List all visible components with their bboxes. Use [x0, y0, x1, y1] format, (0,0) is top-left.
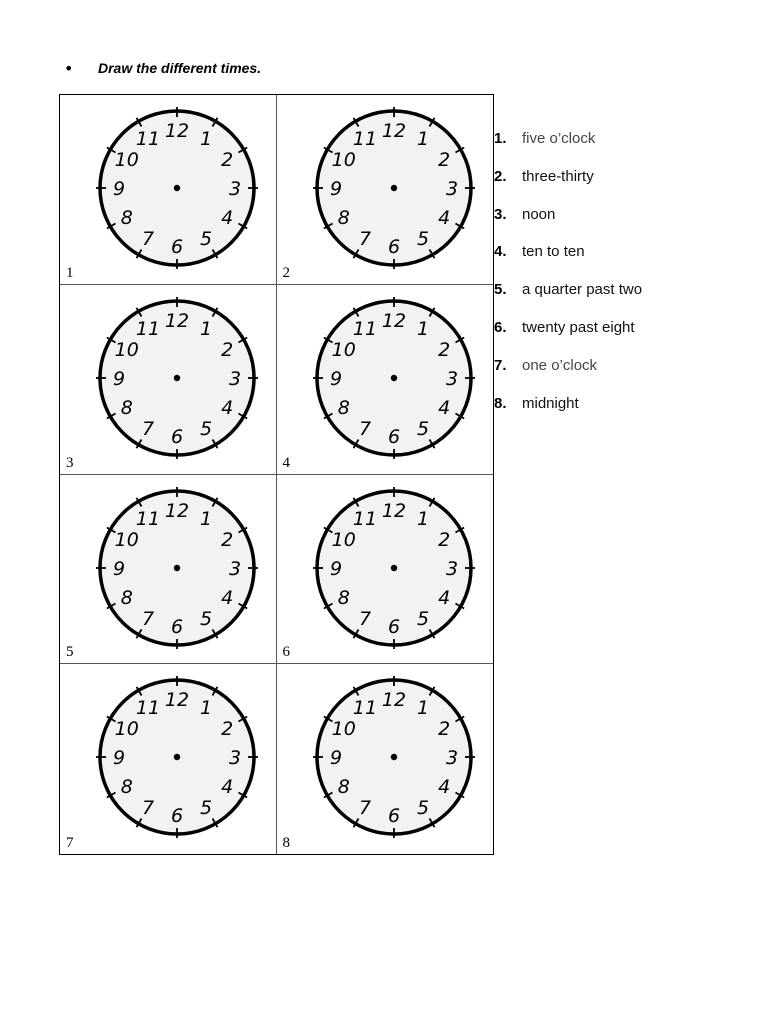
- clock-grid: [59, 94, 494, 855]
- time-label: midnight: [522, 394, 579, 412]
- clock-numeral: 7: [141, 417, 155, 440]
- clock-face-icon[interactable]: [311, 295, 477, 461]
- clock-numeral: 1: [199, 697, 213, 720]
- clock-numeral: 10: [331, 338, 356, 361]
- clock-numeral: 5: [416, 607, 429, 630]
- clock-numeral: 12: [164, 499, 190, 522]
- clock-numeral: 7: [358, 228, 371, 251]
- clock-numeral: 10: [331, 528, 356, 551]
- clock-numeral: 6: [387, 425, 400, 448]
- clock-numeral: 11: [135, 507, 161, 530]
- clock-numeral: 8: [120, 586, 133, 609]
- clock-numeral: 5: [199, 228, 213, 251]
- clock-face-icon[interactable]: [94, 295, 260, 461]
- clock-cell: [60, 475, 277, 665]
- clock-numeral: 5: [416, 797, 429, 820]
- clock-numeral: 3: [445, 557, 458, 580]
- time-label: ten to ten: [522, 243, 585, 261]
- clock-numeral: 3: [228, 557, 242, 580]
- clock-numeral: 9: [112, 178, 126, 200]
- time-item: [494, 243, 642, 281]
- clock-numeral: 2: [221, 528, 234, 551]
- clock-numeral: 8: [337, 776, 350, 799]
- center-dot: [174, 564, 180, 570]
- bullet-icon: •: [64, 58, 74, 78]
- instruction-text: Draw the different times.: [98, 60, 262, 76]
- clock-numeral: 4: [437, 776, 450, 799]
- time-item: [494, 281, 642, 319]
- clock-numeral: 7: [141, 797, 155, 820]
- time-item: [494, 395, 642, 433]
- clock-numeral: 8: [120, 396, 133, 419]
- clock-numeral: 12: [381, 120, 406, 142]
- time-index: 4.: [494, 243, 507, 261]
- clock-numeral: 11: [352, 317, 377, 340]
- clock-numeral: 6: [387, 236, 400, 258]
- clock-numeral: 12: [164, 120, 190, 142]
- time-label: one o’clock: [522, 356, 598, 374]
- clock-numeral: 8: [337, 207, 350, 229]
- time-label: twenty past eight: [522, 318, 635, 336]
- clock-numeral: 3: [445, 747, 458, 770]
- clock-numeral: 10: [114, 149, 139, 171]
- center-dot: [174, 185, 180, 191]
- center-dot: [390, 375, 396, 381]
- time-index: 6.: [494, 318, 507, 336]
- clock-numeral: 11: [352, 697, 377, 720]
- clock-numeral: 7: [358, 417, 371, 440]
- time-label: a quarter past two: [522, 281, 643, 299]
- clock-numeral: 7: [141, 607, 155, 630]
- clock-numeral: 8: [120, 776, 133, 799]
- clock-numeral: 12: [164, 309, 190, 332]
- time-item: [494, 130, 642, 168]
- clock-numeral: 9: [112, 557, 126, 580]
- clock-numeral: 4: [221, 207, 234, 229]
- time-label: noon: [522, 205, 556, 223]
- time-index: 1.: [494, 130, 507, 147]
- clock-numeral: 2: [221, 338, 234, 361]
- clock-numeral: 3: [228, 367, 242, 390]
- clock-numeral: 3: [228, 178, 242, 200]
- cell-number: 5: [66, 644, 74, 661]
- clock-numeral: 9: [112, 747, 126, 770]
- clock-cell: [277, 664, 494, 854]
- clock-numeral: 3: [228, 747, 242, 770]
- clock-numeral: 2: [437, 338, 450, 361]
- clock-numeral: 7: [358, 607, 371, 630]
- clock-cell: [277, 475, 494, 665]
- clock-numeral: 1: [416, 317, 429, 340]
- clock-cell: [60, 664, 277, 854]
- clock-numeral: 5: [199, 607, 213, 630]
- time-item: [494, 319, 642, 357]
- cell-number: 6: [282, 644, 290, 661]
- clock-numeral: 8: [337, 396, 350, 419]
- center-dot: [174, 375, 180, 381]
- clock-numeral: 10: [331, 149, 356, 171]
- clock-numeral: 11: [135, 127, 161, 150]
- time-index: 7.: [494, 356, 507, 374]
- clock-numeral: 11: [352, 127, 377, 150]
- clock-numeral: 5: [416, 228, 429, 251]
- cell-number: 1: [66, 264, 74, 281]
- clock-numeral: 11: [135, 697, 161, 720]
- clock-numeral: 10: [114, 718, 139, 741]
- clock-face-icon[interactable]: [311, 105, 477, 271]
- time-label: three-thirty: [522, 167, 594, 185]
- clock-numeral: 9: [329, 178, 342, 200]
- clock-numeral: 12: [381, 309, 406, 332]
- clock-numeral: 7: [141, 228, 155, 251]
- clock-numeral: 12: [381, 689, 406, 712]
- clock-numeral: 1: [416, 127, 429, 150]
- cell-number: 7: [66, 835, 74, 851]
- clock-cell: [60, 285, 277, 475]
- clock-cell: [277, 95, 494, 285]
- clock-face-icon[interactable]: [94, 105, 260, 271]
- clock-numeral: 1: [416, 697, 429, 720]
- clock-numeral: 11: [135, 317, 161, 340]
- clock-face-icon[interactable]: [94, 674, 260, 840]
- time-index: 5.: [494, 281, 507, 299]
- clock-numeral: 9: [329, 557, 342, 580]
- clock-numeral: 6: [170, 805, 184, 828]
- clock-numeral: 2: [221, 718, 234, 741]
- clock-numeral: 4: [221, 586, 234, 609]
- clock-numeral: 3: [445, 367, 458, 390]
- clock-numeral: 4: [437, 396, 450, 419]
- center-dot: [390, 754, 396, 760]
- clock-numeral: 4: [221, 776, 234, 799]
- clock-numeral: 6: [387, 805, 400, 828]
- clock-numeral: 12: [164, 689, 190, 712]
- cell-number: 8: [282, 835, 290, 851]
- clock-numeral: 8: [337, 586, 350, 609]
- time-item: [494, 206, 642, 244]
- cell-number: 4: [282, 454, 290, 471]
- center-dot: [390, 564, 396, 570]
- center-dot: [390, 185, 396, 191]
- clock-numeral: 2: [437, 149, 450, 171]
- clock-numeral: 5: [199, 417, 213, 440]
- clock-numeral: 4: [437, 207, 450, 229]
- clock-numeral: 9: [329, 367, 342, 390]
- cell-number: 2: [282, 264, 290, 281]
- clock-numeral: 4: [221, 396, 234, 419]
- clock-numeral: 6: [170, 425, 184, 448]
- center-dot: [174, 754, 180, 760]
- clock-numeral: 3: [445, 178, 458, 200]
- clock-numeral: 2: [221, 149, 234, 171]
- clock-numeral: 5: [416, 417, 429, 440]
- time-index: 2.: [494, 167, 507, 185]
- clock-face-icon[interactable]: [94, 485, 260, 651]
- clock-numeral: 1: [416, 507, 429, 530]
- clock-numeral: 12: [381, 499, 406, 522]
- clock-numeral: 6: [387, 615, 400, 638]
- clock-face-icon[interactable]: [311, 485, 477, 651]
- clock-numeral: 10: [114, 528, 139, 551]
- time-index: 8.: [494, 394, 507, 412]
- clock-numeral: 8: [120, 207, 133, 229]
- clock-numeral: 6: [170, 615, 184, 638]
- clock-numeral: 9: [112, 367, 126, 390]
- clock-numeral: 11: [352, 507, 377, 530]
- cell-number: 3: [66, 454, 74, 471]
- clock-numeral: 5: [199, 797, 213, 820]
- time-index: 3.: [494, 205, 507, 223]
- clock-numeral: 10: [114, 338, 139, 361]
- clock-numeral: 7: [358, 797, 371, 820]
- clock-numeral: 6: [170, 236, 184, 258]
- clock-numeral: 2: [437, 528, 450, 551]
- time-item: [494, 168, 642, 206]
- time-item: [494, 357, 642, 395]
- clock-numeral: 2: [437, 718, 450, 741]
- clock-numeral: 1: [199, 317, 213, 340]
- clock-face-icon[interactable]: [311, 674, 477, 840]
- clock-numeral: 1: [199, 127, 213, 150]
- time-list: [494, 130, 642, 432]
- clock-numeral: 9: [329, 747, 342, 770]
- clock-numeral: 1: [199, 507, 213, 530]
- clock-cell: [60, 95, 277, 285]
- clock-numeral: 10: [331, 718, 356, 741]
- time-label: five o’clock: [522, 130, 596, 147]
- instruction: [64, 58, 261, 78]
- clock-cell: [277, 285, 494, 475]
- clock-numeral: 4: [437, 586, 450, 609]
